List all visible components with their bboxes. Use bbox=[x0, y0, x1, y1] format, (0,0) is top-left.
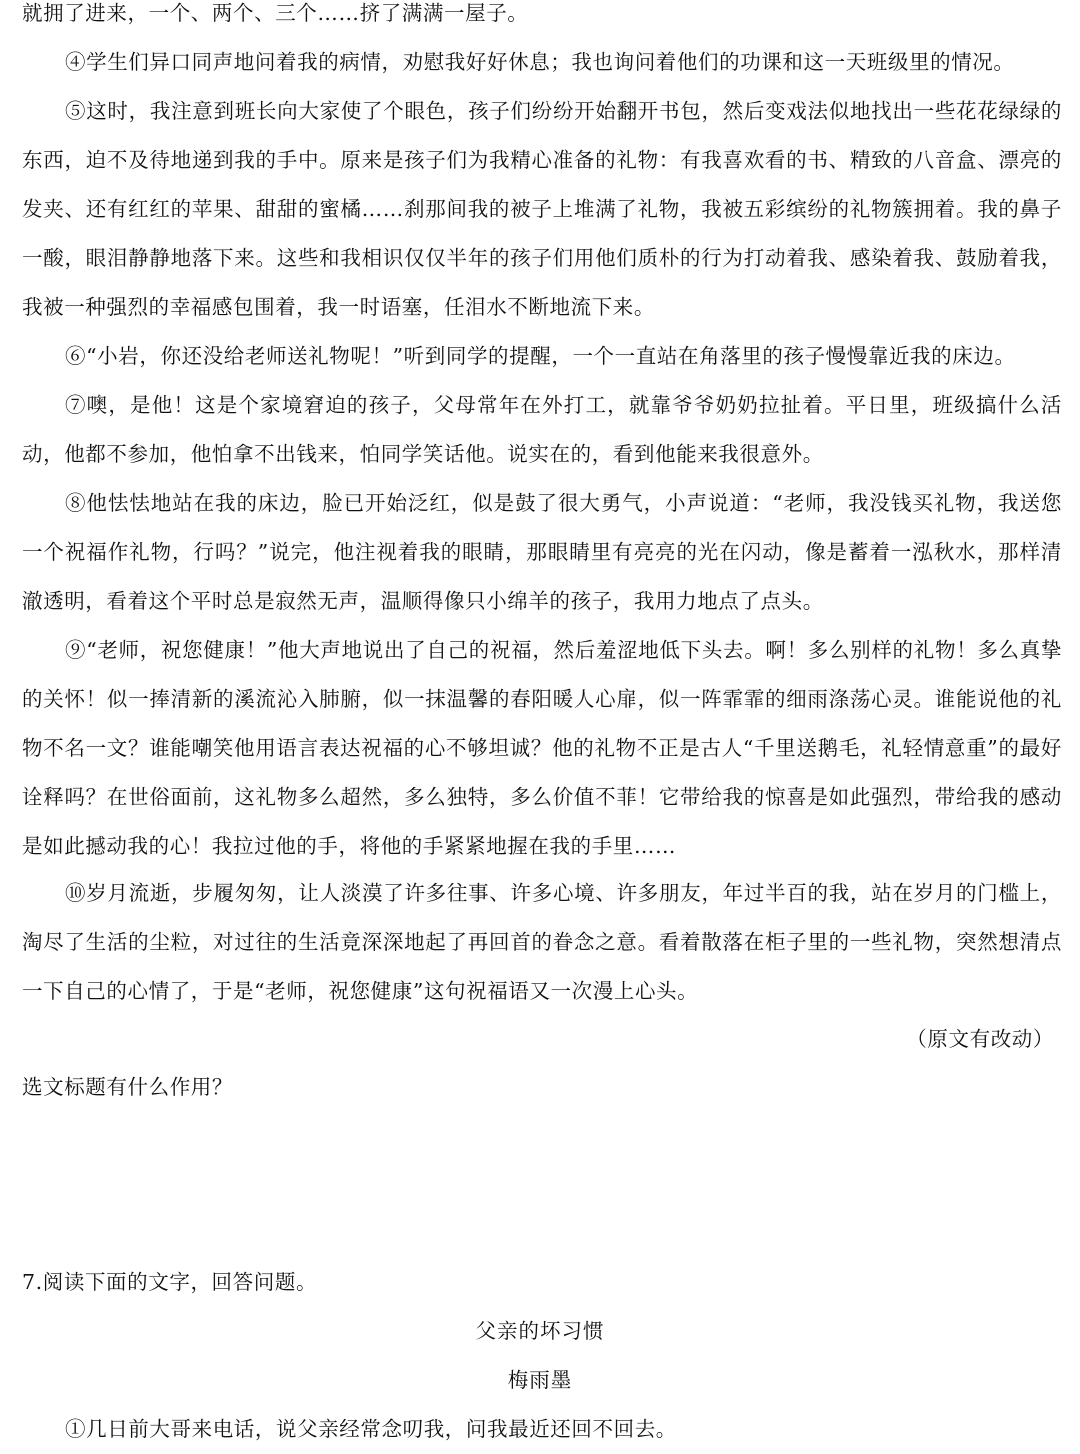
paragraph-10: ⑩岁月流逝，步履匆匆，让人淡漠了许多往事、许多心境、许多朋友，年过半百的我，站在岁月的门槛上，淘尽了生活的尘粒，对过往的生活竟深深地起了再回首的眷念之意。看着散落在柜子里的一些礼物，突然想清点一下自己的心情了，于是“老师，祝您健康”这句祝福语又一次漫上心头。 bbox=[22, 881, 1062, 1003]
paragraph-6: ⑥“小岩，你还没给老师送礼物呢！”听到同学的提醒，一个一直站在角落里的孩子慢慢靠近我的床边。 bbox=[65, 344, 1016, 368]
question-6-text: 选文标题有什么作用？ bbox=[22, 1075, 233, 1099]
article-title: 父亲的坏习惯 bbox=[475, 1319, 605, 1343]
paragraph-9: ⑨“老师，祝您健康！”他大声地说出了自己的祝福，然后羞涩地低下头去。啊！多么别样的礼物！多么真挚的关怀！似一捧清新的溪流沁入肺腑，似一抹温馨的春阳暖人心扉，似一阵霏霏的细雨涤荡心灵。谁能说他的礼物不名一文？谁能嘲笑他用语言表达祝福的心不够坦诚？他的礼物不正是古人“千里送鹅毛，礼轻情意重”的最好诠释吗？在世俗面前，这礼物多么超然，多么独特，多么价值不菲！它带给我的惊喜是如此强烈，带给我的感动是如此撼动我的心！我拉过他的手，将他的手紧紧地握在我的手里…… bbox=[22, 638, 1062, 858]
paragraph-continuation: 就拥了进来，一个、两个、三个……挤了满满一屋子。 bbox=[22, 1, 529, 25]
paragraph-4: ④学生们异口同声地问着我的病情，劝慰我好好休息；我也询问着他们的功课和这一天班级里的情况。 bbox=[65, 50, 1015, 74]
paragraph-7: ⑦噢，是他！这是个家境窘迫的孩子，父母常年在外打工，就靠爷爷奶奶拉扯着。平日里，班级搞什么活动，他都不参加，他怕拿不出钱来，怕同学笑话他。说实在的，看到他能来我很意外。 bbox=[22, 393, 1062, 466]
question-7-prompt: 7.阅读下面的文字，回答问题。 bbox=[22, 1270, 318, 1294]
article-paragraph-1: ①几日前大哥来电话，说父亲经常念叨我，问我最近还回不回去。 bbox=[65, 1417, 677, 1441]
paragraph-5: ⑤这时，我注意到班长向大家使了个眼色，孩子们纷纷开始翻开书包，然后变戏法似地找出一些花花绿绿的东西，迫不及待地递到我的手中。原来是孩子们为我精心准备的礼物：有我喜欢看的书、精致的八音盒、漂亮的发夹、还有红红的苹果、甜甜的蜜橘……刹那间我的被子上堆满了礼物，我被五彩缤纷的礼物簇拥着。我的鼻子一酸，眼泪静静地落下来。这些和我相识仅仅半年的孩子们用他们质朴的行为打动着我、感染着我、鼓励着我，我被一种强烈的幸福感包围着，我一时语塞，任泪水不断地流下来。 bbox=[22, 99, 1062, 319]
paragraph-8: ⑧他怯怯地站在我的床边，脸已开始泛红，似是鼓了很大勇气，小声说道：“老师，我没钱买礼物，我送您一个祝福作礼物，行吗？”说完，他注视着我的眼睛，那眼睛里有亮亮的光在闪动，像是蓄着一泓秋水，那样清澈透明，看着这个平时总是寂然无声，温顺得像只小绵羊的孩子，我用力地点了点头。 bbox=[22, 491, 1062, 613]
article-author: 梅雨墨 bbox=[507, 1368, 573, 1392]
source-note: （原文有改动） bbox=[906, 1027, 1054, 1051]
